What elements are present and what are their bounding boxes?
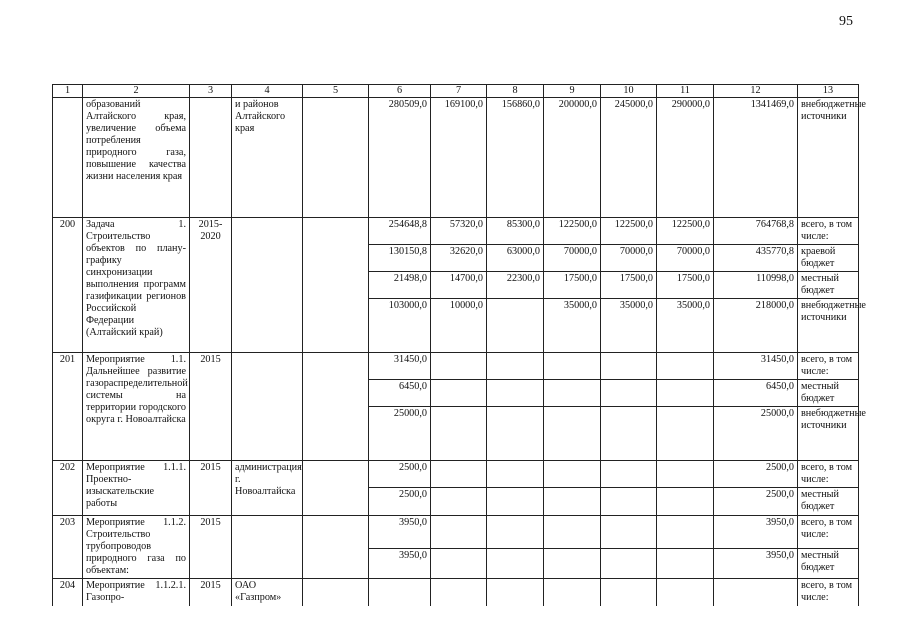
- amount-6: 21498,0: [369, 272, 431, 299]
- amount-11: [657, 488, 714, 516]
- amount-9: [544, 461, 601, 488]
- funding-source: всего, в том числе:: [798, 218, 859, 245]
- amount-12: 1341469,0: [714, 98, 798, 218]
- funding-source: всего, в том числе:: [798, 461, 859, 488]
- amount-12: 764768,8: [714, 218, 798, 245]
- executor: ОАО «Газпром»: [232, 579, 303, 606]
- table-row: [53, 353, 859, 380]
- executor: [232, 353, 303, 461]
- amount-7: [431, 353, 487, 380]
- amount-8: 22300,0: [487, 272, 544, 299]
- column-header-row: [53, 85, 859, 98]
- amount-9: 122500,0: [544, 218, 601, 245]
- amount-11: 122500,0: [657, 218, 714, 245]
- program-table: [52, 84, 866, 606]
- amount-7: 14700,0: [431, 272, 487, 299]
- amount-7: 32620,0: [431, 245, 487, 272]
- page-number: 95: [839, 14, 853, 29]
- amount-8: [487, 461, 544, 488]
- amount-12: 3950,0: [714, 516, 798, 549]
- amount-8: 85300,0: [487, 218, 544, 245]
- col5-empty: [303, 516, 369, 579]
- amount-11: 17500,0: [657, 272, 714, 299]
- amount-8: 63000,0: [487, 245, 544, 272]
- amount-11: [657, 516, 714, 549]
- funding-source: всего, в том числе:: [798, 579, 859, 606]
- amount-6: 130150,8: [369, 245, 431, 272]
- amount-11: 35000,0: [657, 299, 714, 353]
- amount-9: 70000,0: [544, 245, 601, 272]
- amount-8: [487, 353, 544, 380]
- col5-empty: [303, 218, 369, 353]
- activity-name: образований Алтайского края, увеличение объема потребления природного газа, повышение качества жизни населения края: [83, 98, 190, 218]
- years: 2015: [190, 579, 232, 606]
- years: 2015-2020: [190, 218, 232, 353]
- amount-9: [544, 488, 601, 516]
- amount-8: [487, 488, 544, 516]
- amount-12: [714, 579, 798, 606]
- amount-9: 35000,0: [544, 299, 601, 353]
- years: 2015: [190, 516, 232, 579]
- amount-9: [544, 516, 601, 549]
- amount-12: 2500,0: [714, 461, 798, 488]
- amount-10: [601, 353, 657, 380]
- amount-8: [487, 516, 544, 549]
- column-header-12: 12: [714, 85, 798, 98]
- amount-8: [487, 549, 544, 579]
- table-row: [53, 461, 859, 488]
- years: [190, 98, 232, 218]
- amount-6: 25000,0: [369, 407, 431, 461]
- column-header-13: 13: [798, 85, 859, 98]
- amount-6: 2500,0: [369, 488, 431, 516]
- amount-10: 17500,0: [601, 272, 657, 299]
- amount-12: 435770,8: [714, 245, 798, 272]
- row-number: [53, 98, 83, 218]
- funding-source: местный бюджет: [798, 380, 859, 407]
- amount-8: 156860,0: [487, 98, 544, 218]
- column-header-9: 9: [544, 85, 601, 98]
- table-row: [53, 579, 859, 606]
- amount-12: 31450,0: [714, 353, 798, 380]
- amount-11: [657, 549, 714, 579]
- amount-11: [657, 353, 714, 380]
- amount-11: [657, 579, 714, 606]
- funding-source: краевой бюджет: [798, 245, 859, 272]
- amount-8: [487, 579, 544, 606]
- column-header-1: 1: [53, 85, 83, 98]
- amount-10: [601, 516, 657, 549]
- amount-12: 110998,0: [714, 272, 798, 299]
- column-header-7: 7: [431, 85, 487, 98]
- executor: [232, 218, 303, 353]
- row-number: 204: [53, 579, 83, 606]
- amount-6: 3950,0: [369, 516, 431, 549]
- amount-6: 31450,0: [369, 353, 431, 380]
- years: 2015: [190, 353, 232, 461]
- amount-9: [544, 549, 601, 579]
- amount-10: 245000,0: [601, 98, 657, 218]
- row-number: 203: [53, 516, 83, 579]
- table-row: [53, 516, 859, 549]
- amount-9: [544, 353, 601, 380]
- amount-12: 3950,0: [714, 549, 798, 579]
- col5-empty: [303, 353, 369, 461]
- amount-10: [601, 579, 657, 606]
- amount-8: [487, 299, 544, 353]
- amount-10: 70000,0: [601, 245, 657, 272]
- amount-10: [601, 380, 657, 407]
- funding-source: внебюджетные источники: [798, 98, 859, 218]
- column-header-4: 4: [232, 85, 303, 98]
- amount-10: 35000,0: [601, 299, 657, 353]
- amount-12: 6450,0: [714, 380, 798, 407]
- funding-source: местный бюджет: [798, 272, 859, 299]
- amount-6: 3950,0: [369, 549, 431, 579]
- amount-6: [369, 579, 431, 606]
- amount-9: 17500,0: [544, 272, 601, 299]
- amount-12: 25000,0: [714, 407, 798, 461]
- amount-6: 103000,0: [369, 299, 431, 353]
- column-header-8: 8: [487, 85, 544, 98]
- years: 2015: [190, 461, 232, 516]
- column-header-2: 2: [83, 85, 190, 98]
- activity-name: Мероприятие 1.1. Дальнейшее развитие газораспределительной системы на территории городского округа г. Новоалтайска: [83, 353, 190, 461]
- executor: и районов Алтайского края: [232, 98, 303, 218]
- amount-11: [657, 380, 714, 407]
- column-header-10: 10: [601, 85, 657, 98]
- amount-7: 57320,0: [431, 218, 487, 245]
- amount-10: [601, 407, 657, 461]
- amount-10: [601, 549, 657, 579]
- amount-7: [431, 488, 487, 516]
- amount-7: 169100,0: [431, 98, 487, 218]
- activity-name: Мероприятие 1.1.1. Проектно-изыскательские работы: [83, 461, 190, 516]
- funding-source: местный бюджет: [798, 549, 859, 579]
- amount-7: [431, 407, 487, 461]
- amount-9: 200000,0: [544, 98, 601, 218]
- amount-6: 2500,0: [369, 461, 431, 488]
- amount-10: [601, 488, 657, 516]
- col5-empty: [303, 461, 369, 516]
- amount-8: [487, 380, 544, 407]
- amount-7: [431, 549, 487, 579]
- amount-11: 290000,0: [657, 98, 714, 218]
- amount-6: 6450,0: [369, 380, 431, 407]
- activity-name: Мероприятие 1.1.2.1. Газопро-: [83, 579, 190, 606]
- col5-empty: [303, 579, 369, 606]
- funding-source: всего, в том числе:: [798, 353, 859, 380]
- col5-empty: [303, 98, 369, 218]
- amount-7: 10000,0: [431, 299, 487, 353]
- amount-9: [544, 579, 601, 606]
- row-number: 200: [53, 218, 83, 353]
- amount-8: [487, 407, 544, 461]
- column-header-3: 3: [190, 85, 232, 98]
- amount-7: [431, 461, 487, 488]
- funding-source: внебюджетные источники: [798, 299, 859, 353]
- row-number: 202: [53, 461, 83, 516]
- row-number: 201: [53, 353, 83, 461]
- activity-name: Мероприятие 1.1.2. Строительство трубопроводов природного газа по объектам:: [83, 516, 190, 579]
- activity-name: Задача 1. Строительство объектов по плану-графику синхронизации выполнения программ газификации регионов Российской Федерации (Алтайский край): [83, 218, 190, 353]
- amount-7: [431, 579, 487, 606]
- funding-source: внебюджетные источники: [798, 407, 859, 461]
- column-header-5: 5: [303, 85, 369, 98]
- amount-9: [544, 407, 601, 461]
- executor: администрация г. Новоалтайска: [232, 461, 303, 516]
- amount-12: 2500,0: [714, 488, 798, 516]
- amount-10: [601, 461, 657, 488]
- amount-7: [431, 380, 487, 407]
- amount-7: [431, 516, 487, 549]
- executor: [232, 516, 303, 579]
- column-header-6: 6: [369, 85, 431, 98]
- amount-11: 70000,0: [657, 245, 714, 272]
- column-header-11: 11: [657, 85, 714, 98]
- amount-9: [544, 380, 601, 407]
- amount-12: 218000,0: [714, 299, 798, 353]
- table-row: [53, 98, 859, 218]
- funding-source: местный бюджет: [798, 488, 859, 516]
- amount-11: [657, 407, 714, 461]
- funding-source: всего, в том числе:: [798, 516, 859, 549]
- table-row: [53, 218, 859, 245]
- amount-10: 122500,0: [601, 218, 657, 245]
- amount-11: [657, 461, 714, 488]
- amount-6: 280509,0: [369, 98, 431, 218]
- amount-6: 254648,8: [369, 218, 431, 245]
